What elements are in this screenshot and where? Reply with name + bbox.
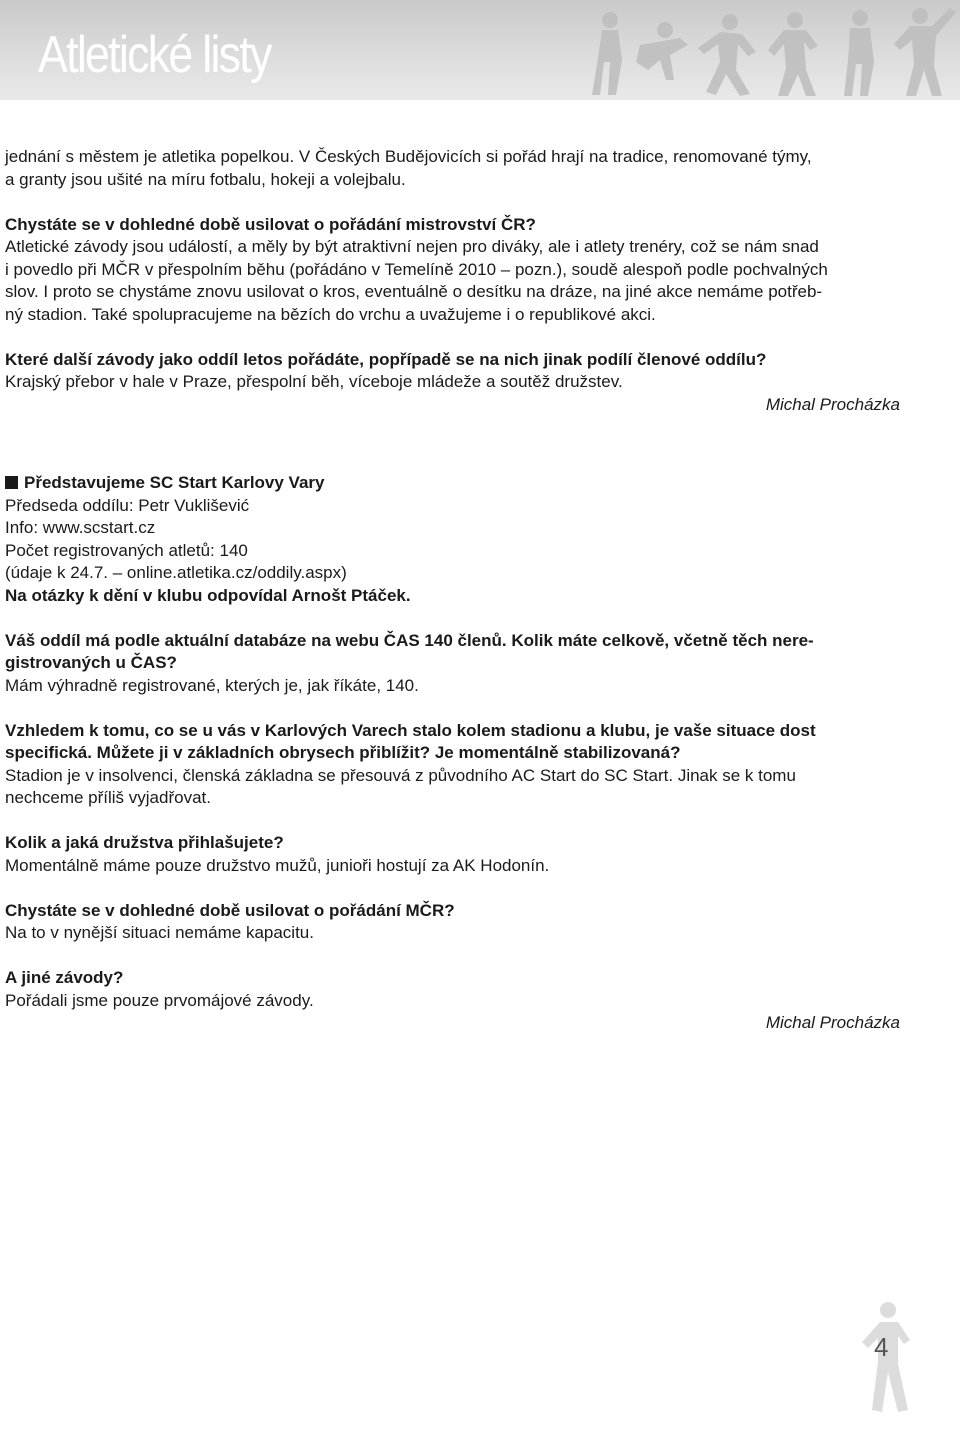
answer-text: Stadion je v insolvenci, členská základna se přesouvá z původního AC Start do SC Start. Jinak se k tomu [5,765,796,785]
question-heading: A jiné závody? [5,968,124,987]
registered-count-line: Počet registrovaných atletů: 140 [5,540,248,560]
question-heading: Kolik a jaká družstva přihlašujete? [5,833,284,852]
page-footer [858,1300,918,1420]
respondent-line: Na otázky k dění v klubu odpovídal Arnošt Ptáček. [5,585,411,605]
body-text-line: Atletické závody jsou událostí, a měly by být atraktivní nejen pro diváky, ale i atlety trenéry, což se nám snad [5,237,819,256]
info-line: Info: www.scstart.cz [5,518,156,537]
square-bullet-icon [5,476,18,489]
author-signature: Michal Procházka [765,394,900,414]
question-heading: specifická. Můžete ji v základních obrysech přiblížit? Je momentálně stabilizovaná? [5,743,681,762]
answer-text: Pořádali jsme pouze prvomájové závody. [5,990,314,1010]
body-text-line: i povedlo při MČR v přespolním běhu (pořádáno v Temelíně 2010 – pozn.), soudě alespoň podle pochvalných [5,259,828,279]
body-text-line: ný stadion. Také spolupracujeme na bězích do vrchu a uvažujeme i o republikové akci. [5,304,656,324]
author-signature: Michal Procházka [765,1013,900,1032]
page-number: 4 [874,1332,889,1362]
page-header [0,0,960,100]
question-heading: Které další závody jako oddíl letos pořádáte, popřípadě se na nich jinak podílí členové oddílu? [5,349,767,369]
question-heading: gistrovaných u ČAS? [5,653,177,672]
question-heading: Vzhledem k tomu, co se u vás v Karlových Varech stalo kolem stadionu a klubu, je vaše situace dost [5,720,816,740]
body-text-line: slov. I proto se chystáme znovu usilovat o kros, eventuálně o desítku na dráze, na jiné akce nemáme potřeb- [5,282,823,301]
question-heading: Chystáte se v dohledné době usilovat o pořádání mistrovství ČR? [5,214,536,234]
question-heading: Váš oddíl má podle aktuální databáze na webu ČAS 140 členů. Kolik máte celkově, včetně těch nere- [5,630,814,650]
answer-text: Mám výhradně registrované, kterých je, jak říkáte, 140. [5,675,419,695]
publication-title: Atletické listy [38,26,271,84]
club-section-title: Představujeme SC Start Karlovy Vary [24,473,325,492]
body-text-line: a granty jsou ušité na míru fotbalu, hokeji a volejbalu. [5,169,406,189]
chairman-line: Předseda oddílu: Petr Vuklišević [5,495,250,515]
answer-text: Momentálně máme pouze družstvo mužů, junioři hostují za AK Hodonín. [5,855,550,875]
question-heading: Chystáte se v dohledné době usilovat o pořádání MČR? [5,900,455,920]
body-text-line: jednání s městem je atletika popelkou. V Českých Budějovicích si pořád hrají na tradice, renomované týmy, [5,147,812,166]
answer-text: nechceme příliš vyjadřovat. [5,788,211,807]
body-text-line: Krajský přebor v hale v Praze, přespolní běh, víceboje mládeže a soutěž družstev. [5,372,623,391]
athletes-silhouettes-icon [570,0,960,100]
answer-text: Na to v nynější situaci nemáme kapacitu. [5,923,314,942]
club-section-heading [5,472,900,495]
source-line: (údaje k 24.7. – online.atletika.cz/oddily.aspx) [5,563,347,582]
page-content [5,146,900,1035]
